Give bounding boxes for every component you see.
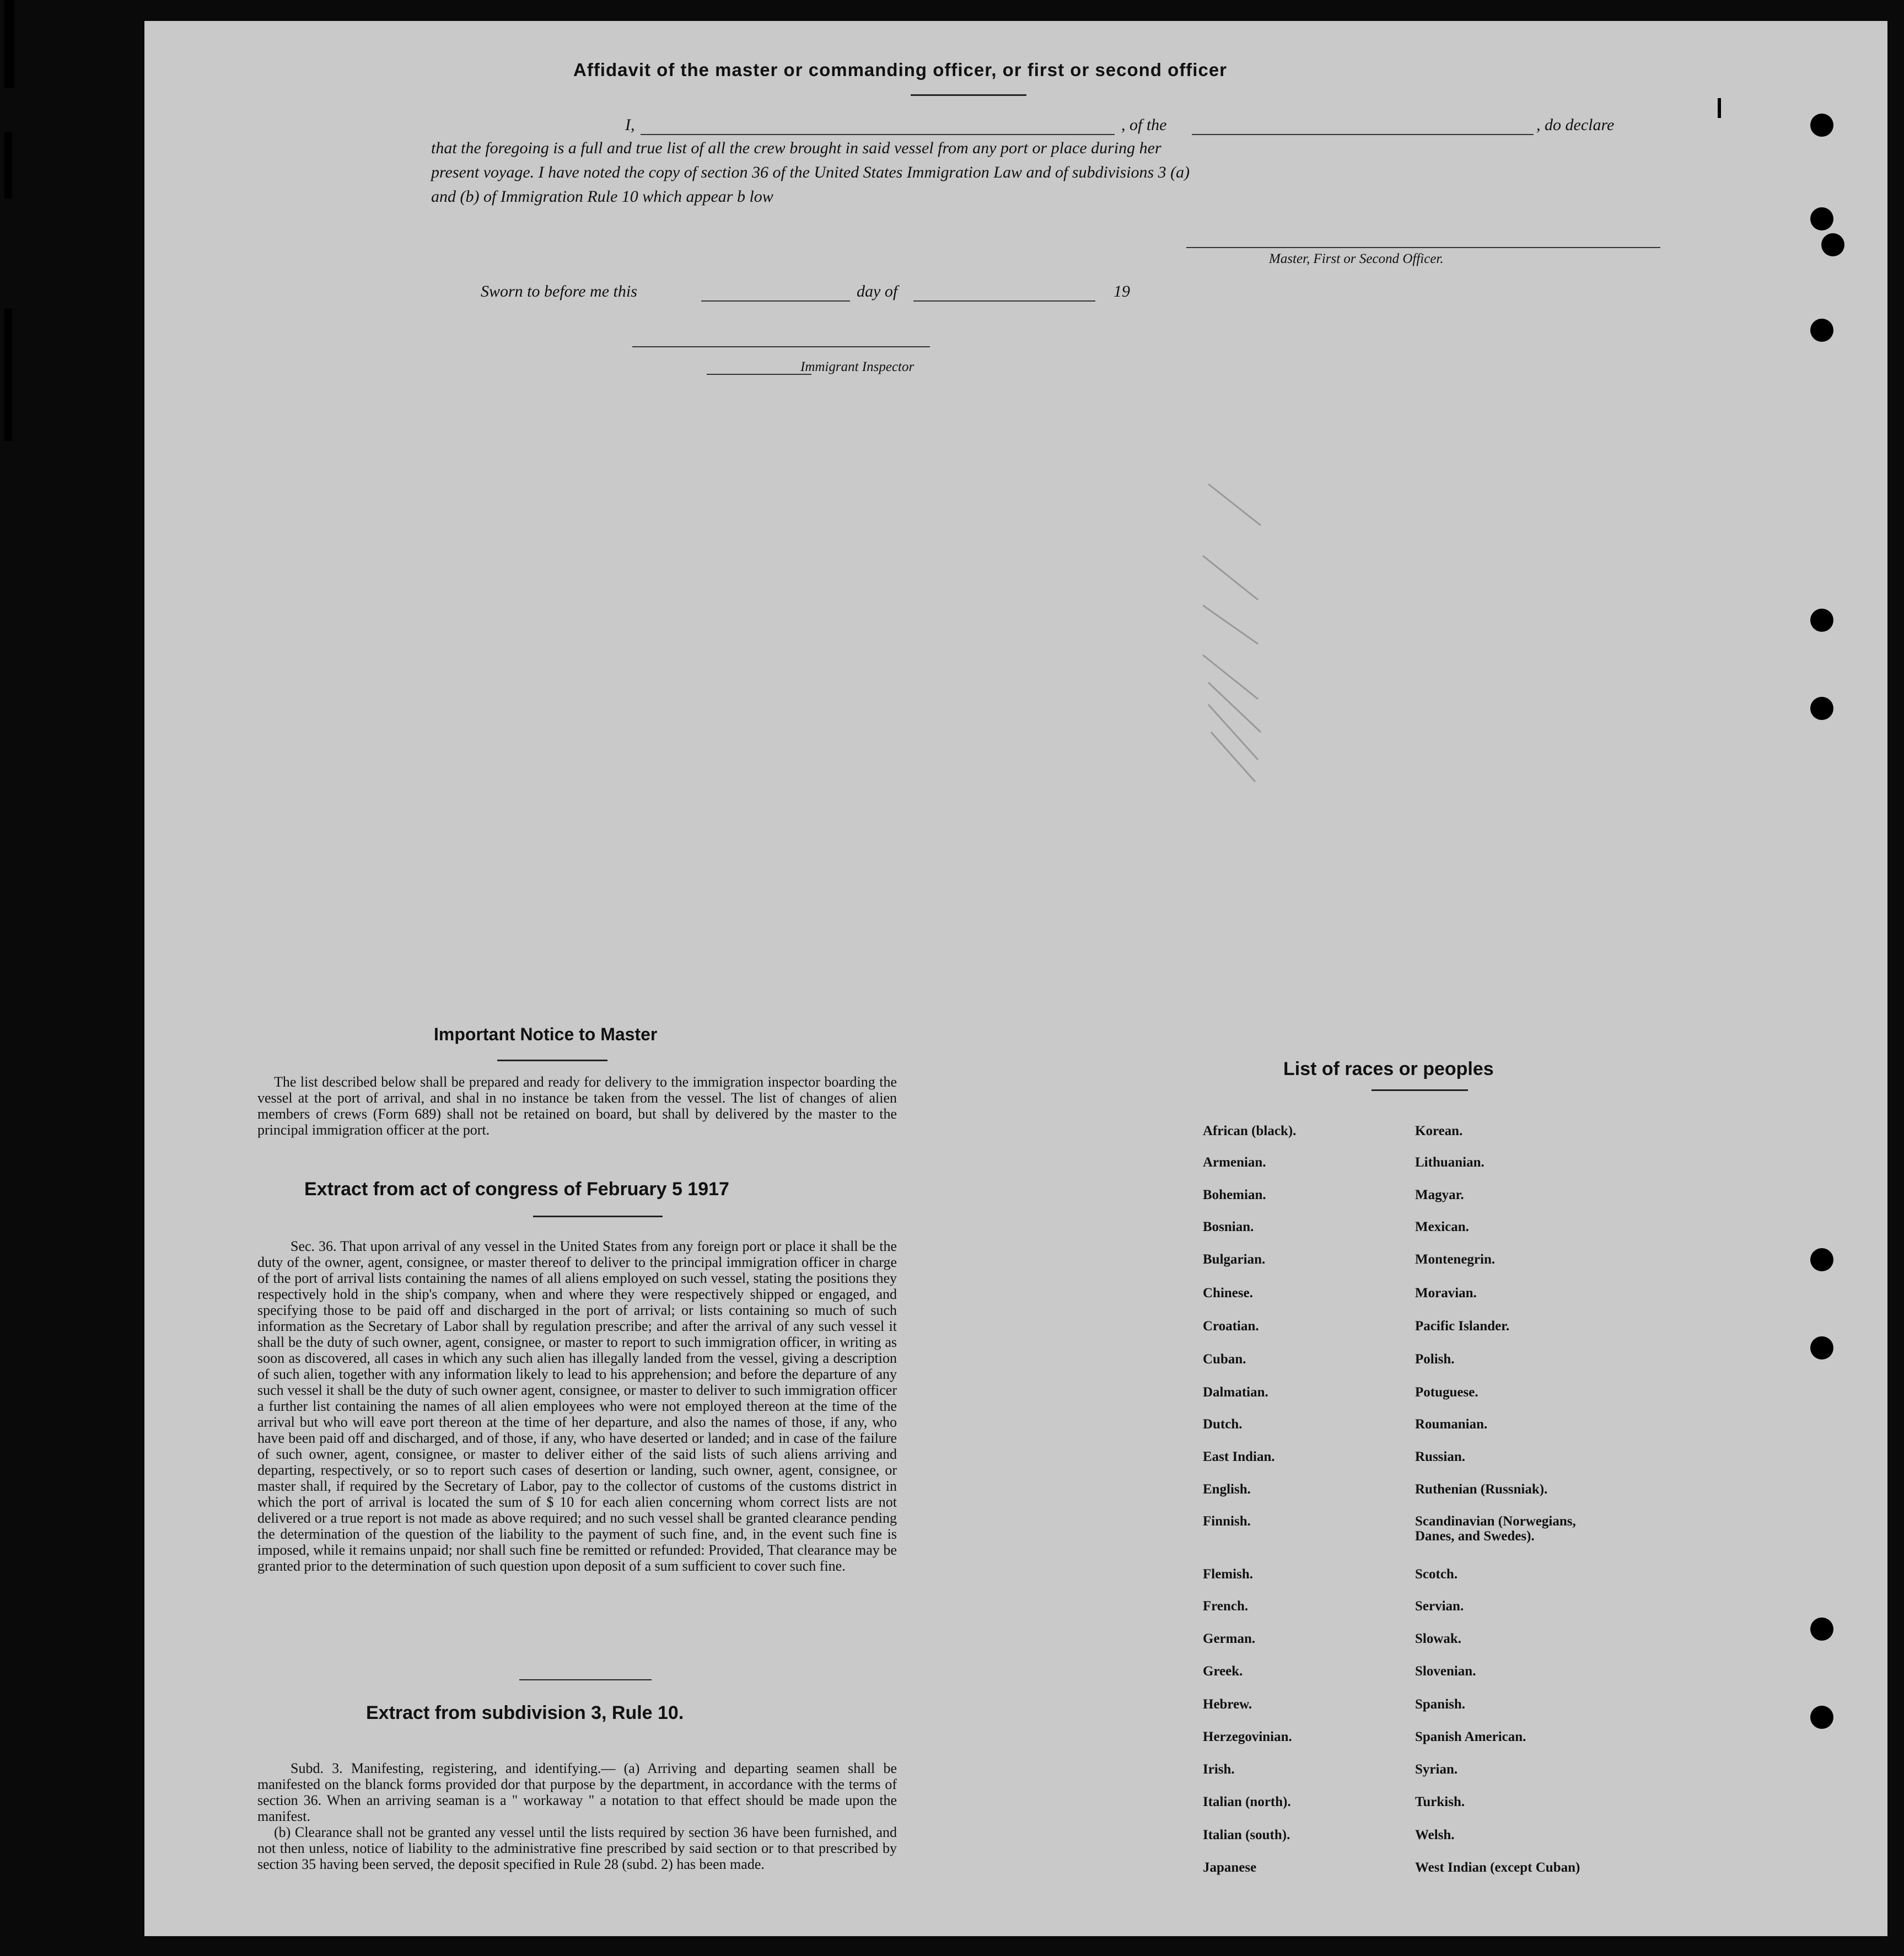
race-item: Bohemian. [1203,1187,1266,1202]
race-item: African (black). [1203,1124,1297,1138]
extract-rule-text-a: Subd. 3. Manifesting, registering, and identifying.— (a) Arriving and departing seamen shall be manifested on the blanck forms provided dor that purpose by the department, in accordance with the terms of section 36. When an arriving seaman is a " workaway " a notation to that effect should be made upon the manifest. [257,1760,897,1824]
race-item: Korean. [1415,1124,1463,1138]
race-item: Montenegrin. [1415,1252,1496,1267]
race-item: Cuban. [1203,1352,1246,1367]
pencil-check-marks [1192,473,1302,859]
race-item: Finnish. [1203,1514,1251,1529]
race-item: Magyar. [1415,1187,1464,1202]
race-item: Chinese. [1203,1286,1253,1301]
race-item: Italian (north). [1203,1794,1291,1809]
punch-hole [1810,609,1833,632]
inspector-small-rule [707,374,811,375]
punch-hole [1810,1248,1833,1271]
races-title: List of races or peoples [1283,1058,1494,1079]
races-rule [1371,1089,1468,1091]
race-item: Armenian. [1203,1155,1266,1170]
extract-act-end-rule [519,1679,652,1680]
race-item: Scotch. [1415,1567,1458,1582]
punch-hole [1810,697,1833,720]
edge-mark [4,309,12,441]
race-item: Roumanian. [1415,1417,1488,1432]
race-item: Pacific Islander. [1415,1319,1510,1334]
punch-hole [1810,114,1833,137]
race-item: English. [1203,1482,1251,1497]
race-item: Bosnian. [1203,1219,1254,1234]
affidavit-text-3: present voyage. I have noted the copy of section 36 of the United States Immigration Law and of subdivisions 3 (a) [431,163,1190,181]
punch-hole [1810,319,1833,342]
race-item: Servian. [1415,1599,1464,1614]
extract-act-rule [533,1216,663,1217]
notice-text: The list described below shall be prepared and ready for delivery to the immigration inspector boarding the vessel at the port of arrival, and shal in no instance be taken from the vessel. The list of changes of alien members of crews (Form 689) shall not be retained on board, but shall by delivered by the master to the principal immigration officer at the port. [257,1074,897,1138]
extract-rule-text-b: (b) Clearance shall not be granted any vessel until the lists required by section 36 have been furnished, and not then unless, notice of liability to the administrative fine prescribed by said section or to that prescribed by section 35 having been served, the deposit specified in Rule 28 (subd. 2) has been made. [257,1824,897,1872]
edge-mark [4,132,12,198]
extract-act-text: Sec. 36. That upon arrival of any vessel in the United States from any foreign port or place it shall be the duty of the owner, agent, consignee, or master thereof to deliver to the principal immigration officer in charge of the port of arrival lists containing the names of all aliens employed on such vessel, stating the positions they respectively hold in the ship's company, when and where they were respectively shipped or engaged, and specifying those to be paid off and discharged in the port of arrival; or lists containing so much of such information as the Secretary of Labor shall by regulation prescribe; and after the arrival of any such vessel it shall be the duty of such owner, agent, consignee, or master to report to such immigration officer, in writing as soon as discovered, all cases in which any such alien has illegally landed from the vessel, giving a description of such alien, together with any information likely to lead to his apprehension; and before the departure of any such vessel it shall be the duty of such owner agent, consignee, or master to deliver to such immigration officer a further list containing the names of all alien employees who were not employed thereon at the time of the arrival but who will eave port thereon at the time of her departure, and also the names of those, if any, who have been paid off and discharged, and of those, if any, who have deserted or landed; and in case of the failure of such owner, agent, consignee, or master to deliver either of the said lists of such aliens arriving and departing, respectively, or so to report such cases of desertion or landing, such owner, agent, consignee, or master shall, if required by the Secretary of Labor, pay to the collector of customs of the customs district in which the port of arrival is located the sum of $ 10 for each alien concerning whom correct lists are not delivered or a true report is not made as above required; and no such vessel shall be granted clearance pending the determination of the question of the liability to the payment of such fine, and, in the event such fine is imposed, while it remains unpaid; nor shall such fine be remitted or refunded: Provided, That clearance may be granted prior to the determination of such question upon deposit of a sum sufficient to cover such fine. [257,1238,897,1574]
race-item: Slowak. [1415,1631,1462,1646]
document-page [144,21,1887,1936]
notice-rule [497,1060,607,1061]
punch-hole [1810,1336,1833,1359]
affidavit-i: I, [625,116,635,134]
race-item: Moravian. [1415,1286,1477,1301]
race-item: Slovenian. [1415,1664,1476,1679]
race-item: Irish. [1203,1762,1235,1777]
race-item: Turkish. [1415,1794,1465,1809]
extract-rule-title: Extract from subdivision 3, Rule 10. [366,1702,684,1723]
race-item: Mexican. [1415,1219,1469,1234]
race-item: Spanish. [1415,1697,1466,1712]
race-item: Scandinavian (Norwegians, Danes, and Swedes). [1415,1514,1576,1544]
race-item: Croatian. [1203,1319,1259,1334]
affidavit-title: Affidavit of the master or commanding officer, or first or second officer [573,60,1228,80]
race-item: Syrian. [1415,1762,1458,1777]
signature-caption: Master, First or Second Officer. [1269,251,1444,266]
sworn-text: Sworn to before me this [481,282,637,300]
race-item: French. [1203,1599,1249,1614]
race-item: Russian. [1415,1449,1466,1464]
race-item: Potuguese. [1415,1385,1478,1400]
punch-hole [1810,1618,1833,1641]
race-item: Japanese [1203,1860,1257,1875]
race-item: Hebrew. [1203,1697,1252,1712]
race-item: Lithuanian. [1415,1155,1485,1170]
race-item: Bulgarian. [1203,1252,1266,1267]
affidavit-text-2: that the foregoing is a full and true list of all the crew brought in said vessel from any port or place during her [431,139,1161,157]
race-item: Spanish American. [1415,1729,1526,1744]
race-item: Herzegovinian. [1203,1729,1292,1744]
race-item: Dalmatian. [1203,1385,1268,1400]
notice-title: Important Notice to Master [434,1024,658,1044]
day-blank[interactable] [701,300,850,302]
edge-mark [4,0,14,88]
affidavit-of-the: , of the [1121,116,1167,134]
race-item: Italian (south). [1203,1828,1290,1842]
punch-hole [1810,1706,1833,1729]
punch-hole [1810,207,1833,230]
race-item: Flemish. [1203,1567,1253,1582]
race-item: Greek. [1203,1664,1243,1679]
sworn-day-of: day of [857,282,898,300]
race-item: Dutch. [1203,1417,1243,1432]
sworn-year: 19 [1114,282,1130,300]
race-item: West Indian (except Cuban) [1415,1860,1580,1875]
race-item: German. [1203,1631,1256,1646]
extract-act-title: Extract from act of congress of February 5 1917 [304,1179,729,1200]
race-item: Polish. [1415,1352,1455,1367]
race-item: Ruthenian (Russniak). [1415,1482,1548,1497]
affidavit-text-4: and (b) of Immigration Rule 10 which appear b low [431,187,773,206]
race-item: Welsh. [1415,1828,1455,1842]
punch-hole [1821,233,1844,256]
margin-tick [1718,98,1721,118]
race-item: East Indian. [1203,1449,1275,1464]
inspector-caption: Immigrant Inspector [800,359,915,374]
affidavit-declare: , do declare [1536,116,1615,134]
